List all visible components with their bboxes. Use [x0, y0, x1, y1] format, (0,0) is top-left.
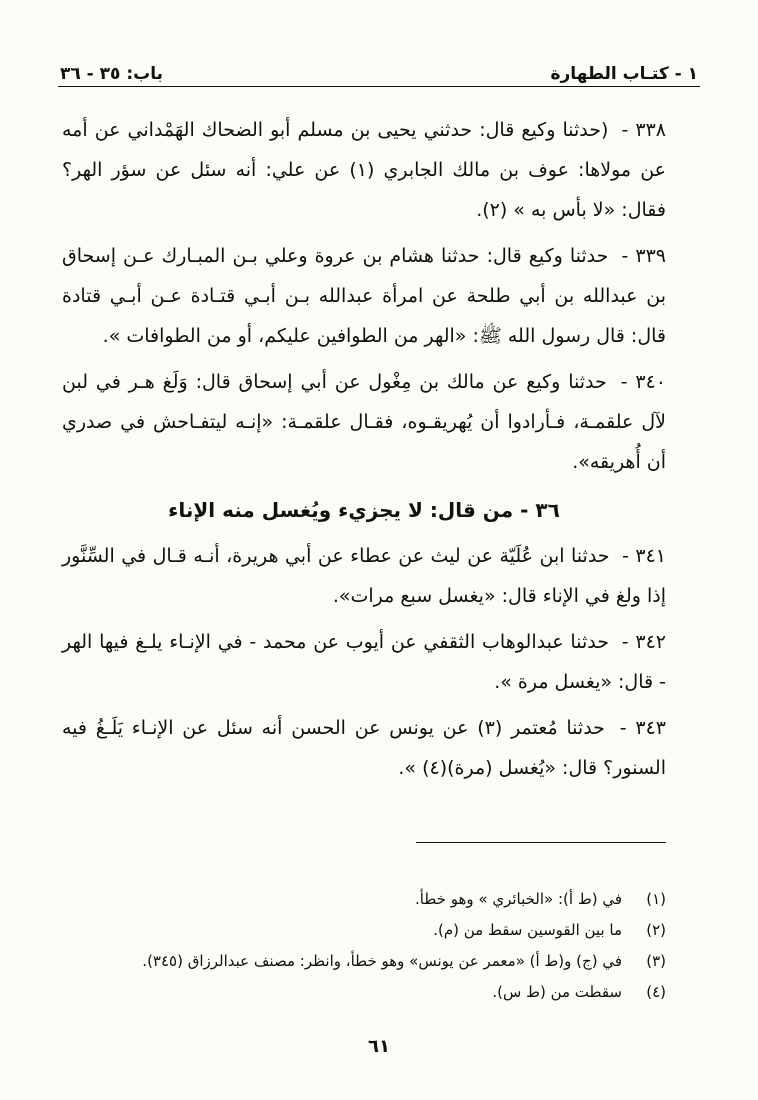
footnote [62, 977, 666, 1008]
hadith-text: حدثنا مُعتمر (٣) عن يونس عن الحسن أنه سئل عن الإنـاء يَلَـغُ فيه السنور؟ قال: «يُغسل (مرة)(٤) ». [62, 717, 666, 779]
main-text [62, 110, 666, 794]
hadith-number: ٣٤٢ - [621, 631, 666, 653]
hadith-text: حدثنا وكيع قال: حدثنا هشام بن عروة وعلي بـن المبـارك عـن إسحاق بن عبدالله بن أبي طلحة عن امرأة عبدالله بـن أبـي قتـادة عـن أبـي قتادة قال: قال رسول الله ﷺ: «الهر من الطوافين عليكم، أو من الطوافات ». [62, 245, 666, 347]
hadith-paragraph [62, 708, 666, 788]
hadith-text: حدثنا عبدالوهاب الثقفي عن أيوب عن محمد - في الإنـاء يلـغ فيها الهر - قال: «يغسل مرة ». [62, 631, 666, 693]
header-divider [58, 86, 700, 87]
hadith-paragraph [62, 236, 666, 356]
footnote-text: ما بين القوسين سقط من (م). [433, 921, 622, 939]
footnote-number: (٤) [646, 983, 666, 1001]
hadith-text: حدثنا ابن عُلَيّة عن ليث عن عطاء عن أبي هريرة، أنـه قـال في السِّنَّور إذا ولغ في الإناء قال: «يغسل سبع مرات». [62, 545, 666, 607]
footnotes [62, 884, 666, 1008]
page-number: ٦١ [368, 1036, 390, 1057]
footnote [62, 884, 666, 915]
footnote-text: في (ج) و(ط أ) «معمر عن يونس» وهو خطأ، وانظر: مصنف عبدالرزاق (٣٤٥). [142, 952, 622, 970]
hadith-number: ٣٤٣ - [619, 717, 666, 739]
header-book-title: ١ - كتـاب الطهارة [550, 64, 698, 84]
footnote-number: (١) [646, 890, 666, 908]
hadith-text: (حدثنا وكيع قال: حدثني يحيى بن مسلم أبو الضحاك الهَمْداني عن أمه عن مولاها: عوف بن مالك الجابري (١) عن علي: أنه سئل عن سؤر الهر؟ فقال: «لا بأس به » (٢). [62, 119, 667, 221]
hadith-number: ٣٤١ - [622, 545, 666, 567]
header-chapter-range: باب: ٣٥ - ٣٦ [60, 64, 164, 84]
hadith-number: ٣٤٠ - [620, 371, 666, 393]
footnote [62, 946, 666, 977]
hadith-paragraph [62, 110, 666, 230]
section-heading: ٣٦ - من قال: لا يجزيء ويُغسل منه الإناء [168, 498, 560, 522]
hadith-paragraph [62, 622, 666, 702]
hadith-paragraph [62, 362, 666, 482]
hadith-paragraph [62, 536, 666, 616]
hadith-number: ٣٣٨ - [621, 119, 666, 141]
hadith-text: حدثنا وكيع عن مالك بن مِغْول عن أبي إسحاق قال: وَلَغ هـر في لبن لآل علقمـة، فـأرادوا أن يُهريقـوه، فقـال علقمـة: «إنـه ليتفـاحش في صدري أن أُهريقه». [62, 371, 666, 473]
running-header [60, 50, 698, 84]
footnote-text: في (ط أ): «الخبائري » وهو خطأ. [415, 890, 622, 908]
footnote-divider [416, 842, 666, 843]
footnote-number: (٣) [646, 952, 666, 970]
footnote-number: (٢) [646, 921, 666, 939]
hadith-number: ٣٣٩ - [621, 245, 666, 267]
footnote [62, 915, 666, 946]
footnote-text: سقطت من (ط س). [492, 983, 622, 1001]
